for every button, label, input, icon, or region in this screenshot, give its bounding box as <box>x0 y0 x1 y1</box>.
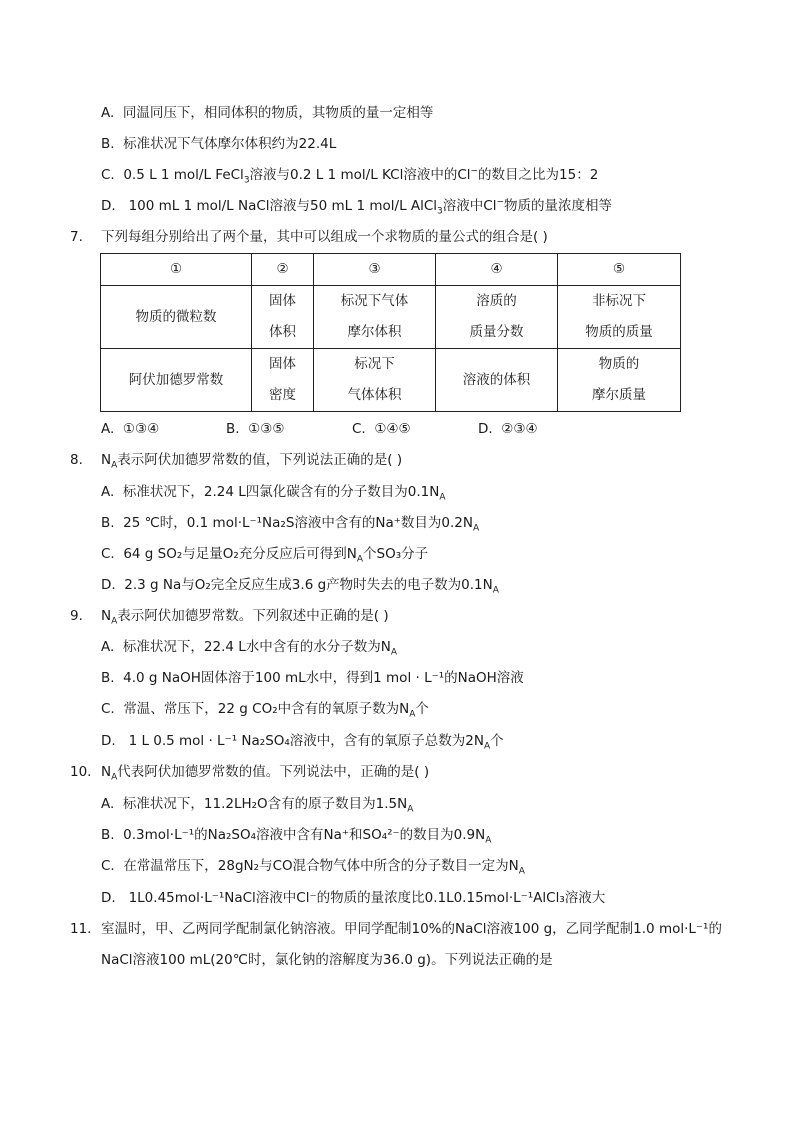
q7-header-4: ④ <box>436 254 558 286</box>
q8-stem: $N_A$表示阿伏加德罗常数的值，下列说法正确的是( ) <box>101 452 403 471</box>
q8-number: 8. <box>70 452 83 468</box>
q6-option-b: B. 标准状况下气体摩尔体积约为22.4L <box>101 136 337 152</box>
q7-cell: 溶质的 质量分数 <box>436 286 558 349</box>
q7-cell: 非标况下 物质的质量 <box>558 286 681 349</box>
q7-header-1: ① <box>101 254 252 286</box>
q6-option-c: C. 0.5 L 1 mol/L FeCl$_3$溶液与0.2 L 1 mol/L KCl溶液中的Cl−的数目之比为15：2 <box>101 166 599 186</box>
q11-line-2: NaCl溶液100 mL(20℃时，氯化钠的溶解度为36.0 g)。下列说法正确的是 <box>101 952 553 968</box>
q7-cell: 阿伏加德罗常数 <box>101 349 252 412</box>
q7-table-row-1 <box>101 286 681 349</box>
q6-option-d: D. 100 mL 1 mol/L NaCl溶液与50 mL 1 mol/L AlCl$_3$溶液中Cl−物质的量浓度相等 <box>101 197 613 217</box>
q7-cell: 物质的微粒数 <box>101 286 252 349</box>
q7-choice-a: A. ①③④ <box>101 421 160 437</box>
q9-option-c: C. 常温、常压下，22 g CO₂中含有的氧原子数为$N_A$个 <box>101 701 429 720</box>
q7-choice-d: D. ②③④ <box>478 421 538 437</box>
q7-number: 7. <box>70 229 83 245</box>
q11-number: 11. <box>70 921 92 937</box>
q6-option-a: A. 同温同压下，相同体积的物质，其物质的量一定相等 <box>101 105 434 121</box>
q9-option-b: B. 4.0 g NaOH固体溶于100 mL水中，得到1 mol · L⁻¹的NaOH溶液 <box>101 670 524 686</box>
q10-option-b: B. 0.3mol·L⁻¹的Na₂SO₄溶液中含有Na⁺和SO₄²⁻的数目为$0.9N_A$ <box>101 827 492 846</box>
q7-stem: 下列每组分别给出了两个量，其中可以组成一个求物质的量公式的组合是( ) <box>101 229 548 245</box>
q7-cell: 标况下 气体体积 <box>314 349 436 412</box>
q7-table-row-2 <box>101 349 681 412</box>
q10-option-a: A. 标准状况下，11.2LH₂O含有的原子数目为$1.5N_A$ <box>101 796 414 815</box>
q8-option-b: B. 25 ℃时，0.1 mol·L⁻¹Na₂S溶液中含有的Na⁺数目为$0.2N_A$ <box>101 515 480 534</box>
q7-header-3: ③ <box>314 254 436 286</box>
q10-number: 10. <box>70 764 92 780</box>
q11-line-1: 室温时，甲、乙两同学配制氯化钠溶液。甲同学配制10%的NaCl溶液100 g，乙同学配制1.0 mol·L⁻¹的 <box>101 921 722 937</box>
q7-choice-c: C. ①④⑤ <box>352 421 411 437</box>
q9-stem: $N_A$表示阿伏加德罗常数。下列叙述中正确的是( ) <box>101 608 389 627</box>
q7-cell: 固体 密度 <box>252 349 314 412</box>
q7-cell: 溶液的体积 <box>436 349 558 412</box>
q10-option-d: D. 1L0.45mol·L⁻¹NaCl溶液中Cl⁻的物质的量浓度比0.1L0.15mol·L⁻¹AlCl₃溶液大 <box>101 890 606 906</box>
q7-choice-b: B. ①③⑤ <box>226 421 285 437</box>
q9-number: 9. <box>70 608 83 624</box>
q7-choices <box>101 420 538 438</box>
q7-cell: 固体 体积 <box>252 286 314 349</box>
q10-option-c: C. 在常温常压下，28gN₂与CO混合物气体中所含的分子数目一定为$N_A$ <box>101 858 525 877</box>
q9-option-d: D. 1 L 0.5 mol · L⁻¹ Na₂SO₄溶液中，含有的氧原子总数为$2N_A$个 <box>101 733 504 752</box>
q8-option-d: D. 2.3 g Na与O₂完全反应生成3.6 g产物时失去的电子数为$0.1N_A$ <box>101 577 499 596</box>
q7-table <box>100 253 681 412</box>
q8-option-c: C. 64 g SO₂与足量O₂充分反应后可得到$N_A$个SO₃分子 <box>101 546 429 565</box>
q7-cell: 物质的 摩尔质量 <box>558 349 681 412</box>
q7-header-2: ② <box>252 254 314 286</box>
q8-option-a: A. 标准状况下，2.24 L四氯化碳含有的分子数目为$0.1N_A$ <box>101 484 446 503</box>
q10-stem: $N_A$代表阿伏加德罗常数的值。下列说法中，正确的是( ) <box>101 764 430 783</box>
q7-header-5: ⑤ <box>558 254 681 286</box>
q7-table-header-row <box>101 254 681 286</box>
q9-option-a: A. 标准状况下，22.4 L水中含有的水分子数为$N_A$ <box>101 639 398 658</box>
q7-cell: 标况下气体 摩尔体积 <box>314 286 436 349</box>
